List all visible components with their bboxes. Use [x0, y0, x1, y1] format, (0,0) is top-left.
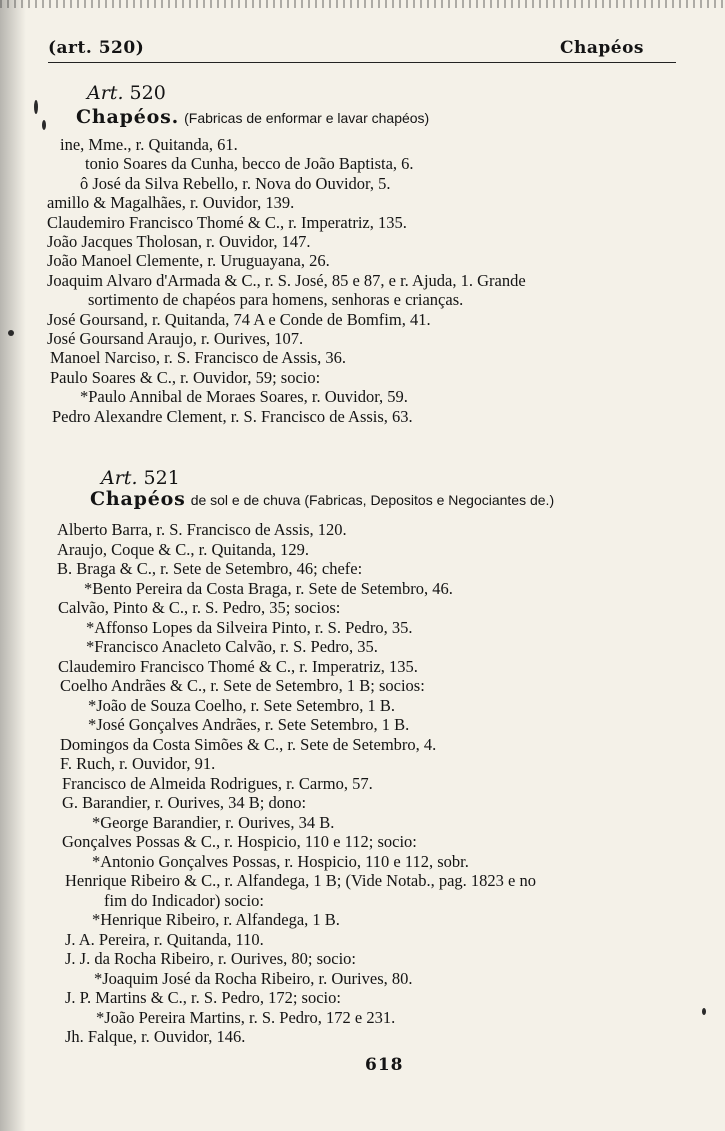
directory-entry: sortimento de chapéos para homens, senhoras e crianças.	[88, 290, 464, 310]
directory-entry: Claudemiro Francisco Thomé & C., r. Imperatriz, 135.	[47, 212, 407, 232]
directory-entry: *João de Souza Coelho, r. Sete Setembro, 1 B.	[88, 695, 396, 715]
directory-entry: *Antonio Gonçalves Possas, r. Hospicio, 110 e 112, sobr.	[92, 851, 469, 871]
directory-entry: ô José da Silva Rebello, r. Nova do Ouvidor, 5.	[80, 173, 391, 193]
scan-speck	[42, 120, 46, 130]
section-subtitle: de sol e de chuva (Fabricas, Depositos e Negociantes de.)	[190, 492, 555, 508]
directory-entry: J. A. Pereira, r. Quitanda, 110.	[65, 929, 264, 949]
directory-entry: Araujo, Coque & C., r. Quitanda, 129.	[57, 539, 310, 559]
scan-noise-top	[0, 0, 725, 8]
directory-entry: *Henrique Ribeiro, r. Alfandega, 1 B.	[92, 910, 340, 929]
directory-entry: J. P. Martins & C., r. S. Pedro, 172; socio:	[65, 988, 341, 1007]
directory-entry: José Goursand Araujo, r. Ourives, 107.	[47, 329, 304, 348]
header-article-ref: (art. 520)	[48, 38, 145, 58]
section-title-520	[76, 106, 429, 128]
article-heading-520	[87, 82, 166, 104]
directory-entry: G. Barandier, r. Ourives, 34 B; dono:	[62, 793, 307, 812]
scan-speck	[34, 100, 38, 114]
section-subtitle: (Fabricas de enformar e lavar chapéos)	[184, 110, 430, 126]
directory-entry: F. Ruch, r. Ouvidor, 91.	[60, 754, 216, 773]
directory-entry: Alberto Barra, r. S. Francisco de Assis, 120.	[57, 520, 347, 539]
article-heading-521	[101, 467, 180, 489]
directory-entry: tonio Soares da Cunha, becco de João Baptista, 6.	[85, 154, 414, 174]
directory-entry: Henrique Ribeiro & C., r. Alfandega, 1 B; (Vide Notab., pag. 1823 e no	[65, 871, 536, 890]
directory-entry: Paulo Soares & C., r. Ouvidor, 59; socio:	[50, 367, 321, 387]
directory-entry: *Paulo Annibal de Moraes Soares, r. Ouvidor, 59.	[80, 387, 408, 407]
directory-entry: Gonçalves Possas & C., r. Hospicio, 110 e 112; socio:	[62, 832, 417, 851]
section-title-main: Chapéos.	[76, 106, 180, 128]
directory-entry: Joaquim Alvaro d'Armada & C., r. S. José, 85 e 87, e r. Ajuda, 1. Grande	[47, 270, 526, 290]
page-number: 618	[365, 1055, 404, 1075]
article-prefix: Art.	[87, 82, 124, 104]
directory-entry: J. J. da Rocha Ribeiro, r. Ourives, 80; socio:	[65, 949, 357, 968]
scan-speck	[8, 330, 14, 336]
directory-entry: *Francisco Anacleto Calvão, r. S. Pedro, 35.	[86, 637, 378, 656]
directory-entry: amillo & Magalhães, r. Ouvidor, 139.	[47, 193, 295, 213]
section-title-521	[90, 488, 554, 510]
directory-entry: *Affonso Lopes da Silveira Pinto, r. S. Pedro, 35.	[86, 617, 413, 637]
scan-edge-shadow	[0, 0, 26, 1131]
directory-entry: B. Braga & C., r. Sete de Setembro, 46; chefe:	[57, 559, 363, 578]
article-number: 521	[143, 467, 180, 489]
article-prefix: Art.	[101, 467, 138, 489]
article-number: 520	[129, 82, 166, 104]
directory-entry: *João Pereira Martins, r. S. Pedro, 172 e 231.	[96, 1007, 396, 1027]
directory-entry: José Goursand, r. Quitanda, 74 A e Conde de Bomfim, 41.	[47, 309, 431, 329]
directory-entry: ine, Mme., r. Quitanda, 61.	[60, 135, 238, 154]
directory-entry: João Manoel Clemente, r. Uruguayana, 26.	[47, 251, 330, 271]
directory-entry: João Jacques Tholosan, r. Ouvidor, 147.	[47, 232, 311, 251]
directory-entry: Francisco de Almeida Rodrigues, r. Carmo, 57.	[62, 773, 373, 793]
directory-entry: *Bento Pereira da Costa Braga, r. Sete de Setembro, 46.	[84, 578, 453, 598]
directory-entry: Calvão, Pinto & C., r. S. Pedro, 35; socios:	[58, 598, 341, 617]
directory-entry: Claudemiro Francisco Thomé & C., r. Imperatriz, 135.	[58, 656, 418, 676]
directory-entry: *George Barandier, r. Ourives, 34 B.	[92, 812, 335, 832]
scan-speck	[702, 1008, 706, 1015]
directory-entry: *Joaquim José da Rocha Ribeiro, r. Ourives, 80.	[94, 968, 413, 988]
header-rule	[48, 62, 676, 63]
directory-entry: fim do Indicador) socio:	[104, 890, 264, 910]
section-title-main: Chapéos	[90, 488, 186, 510]
directory-entry: Domingos da Costa Simões & C., r. Sete de Setembro, 4.	[60, 734, 437, 754]
directory-entry: Jh. Falque, r. Ouvidor, 146.	[65, 1027, 246, 1046]
running-header	[48, 38, 676, 62]
header-section-title: Chapéos	[559, 38, 644, 58]
directory-entry: Coelho Andrães & C., r. Sete de Setembro, 1 B; socios:	[60, 676, 425, 695]
directory-entry: *José Gonçalves Andrães, r. Sete Setembro, 1 B.	[88, 715, 410, 734]
directory-entry: Manoel Narciso, r. S. Francisco de Assis, 36.	[50, 348, 347, 368]
directory-entry: Pedro Alexandre Clement, r. S. Francisco de Assis, 63.	[52, 406, 413, 426]
